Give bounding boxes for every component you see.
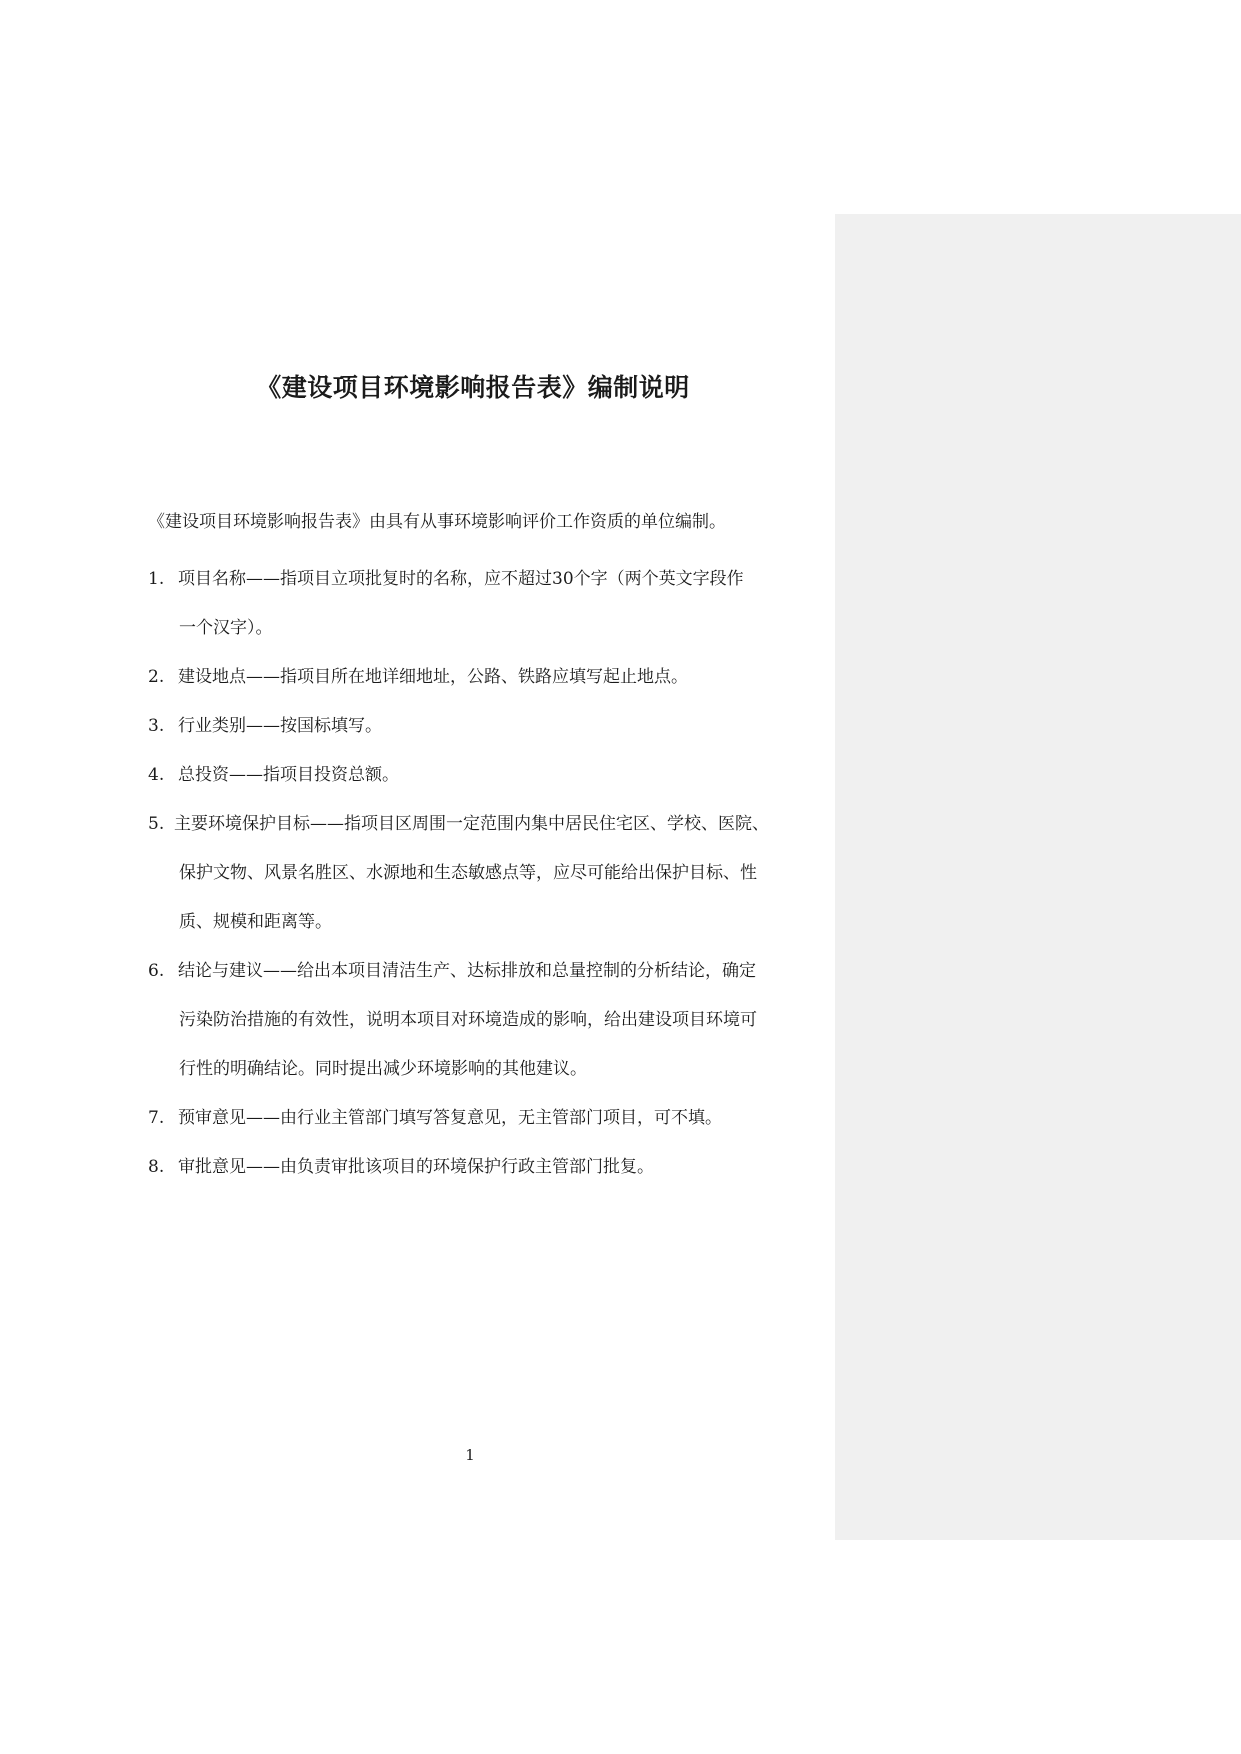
list-item-4 xyxy=(148,751,828,800)
list-item-2 xyxy=(148,653,828,702)
page-number: 1 xyxy=(465,1446,475,1464)
list-item-1 xyxy=(148,555,828,653)
list-item-3 xyxy=(148,702,828,751)
comment-margin xyxy=(835,214,1241,1540)
item-number: 1. xyxy=(148,569,165,589)
item-number: 3. xyxy=(148,716,165,736)
item-text: 项目名称——指项目立项批复时的名称，应不超过30个字（两个英文字段作 xyxy=(178,569,744,589)
item-text: 建设地点——指项目所在地详细地址，公路、铁路应填写起止地点。 xyxy=(178,667,688,687)
item-number: 7. xyxy=(148,1108,165,1128)
item-continuation: 保护文物、风景名胜区、水源地和生态敏感点等，应尽可能给出保护目标、性 xyxy=(179,863,757,883)
item-number: 8. xyxy=(148,1157,165,1177)
item-continuation: 行性的明确结论。同时提出减少环境影响的其他建议。 xyxy=(179,1059,587,1079)
item-continuation: 污染防治措施的有效性，说明本项目对环境造成的影响，给出建设项目环境可 xyxy=(179,1010,757,1030)
item-continuation: 质、规模和距离等。 xyxy=(179,912,332,932)
item-text: 主要环境保护目标——指项目区周围一定范围内集中居民住宅区、学校、医院、 xyxy=(174,814,769,834)
list-item-7 xyxy=(148,1094,828,1143)
list-item-5 xyxy=(148,800,828,947)
item-text: 审批意见——由负责审批该项目的环境保护行政主管部门批复。 xyxy=(178,1157,654,1177)
item-number: 4. xyxy=(148,765,165,785)
item-number: 6. xyxy=(148,961,165,981)
item-text: 总投资——指项目投资总额。 xyxy=(178,765,399,785)
item-number: 2. xyxy=(148,667,165,687)
item-text: 结论与建议——给出本项目清洁生产、达标排放和总量控制的分析结论，确定 xyxy=(178,961,756,981)
item-continuation: 一个汉字）。 xyxy=(179,618,273,638)
intro-paragraph: 《建设项目环境影响报告表》由具有从事环境影响评价工作资质的单位编制。 xyxy=(148,512,726,532)
item-text: 预审意见——由行业主管部门填写答复意见，无主管部门项目，可不填。 xyxy=(178,1108,722,1128)
list-item-8 xyxy=(148,1143,828,1192)
item-number: 5. xyxy=(148,814,165,834)
item-text: 行业类别——按国标填写。 xyxy=(178,716,382,736)
list-item-6 xyxy=(148,947,828,1094)
document-title: 《建设项目环境影响报告表》编制说明 xyxy=(256,373,690,402)
